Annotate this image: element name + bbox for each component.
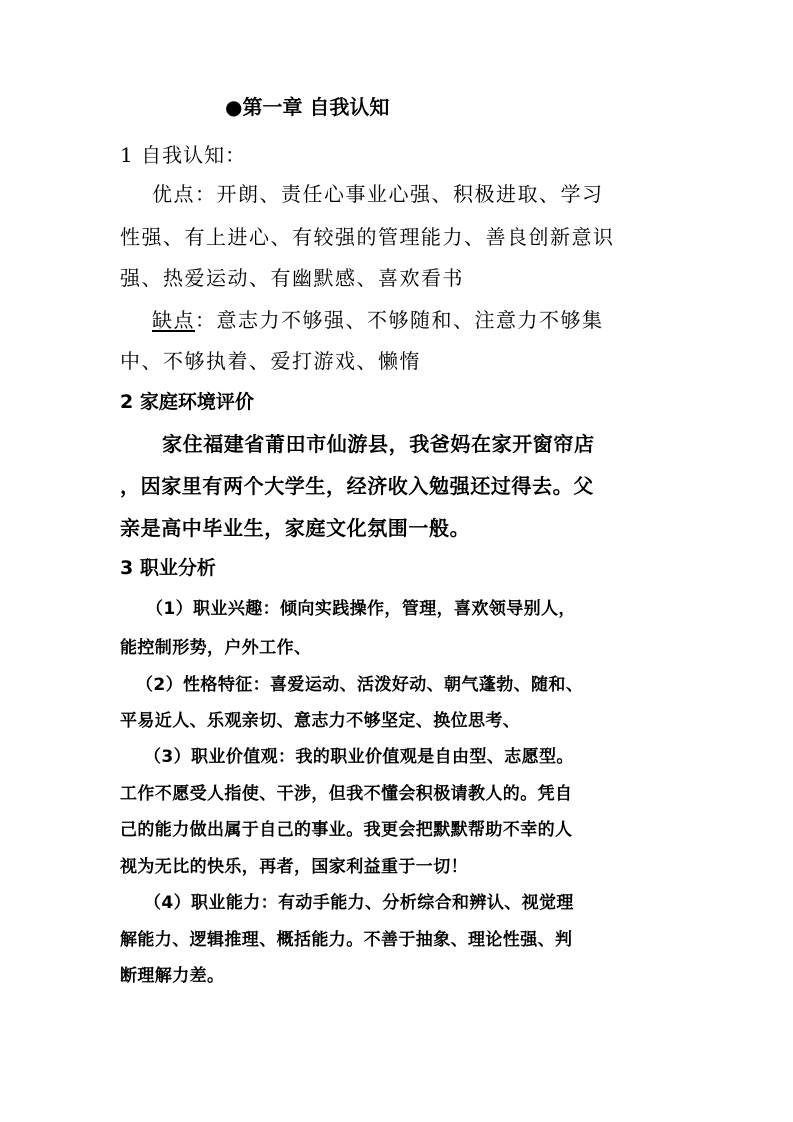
- paragraph-line: 解能力、逻辑推理、概括能力。不善于抽象、理论性强、判: [120, 930, 573, 950]
- paragraph-line: （4）职业能力：有动手能力、分析综合和辨认、视觉理: [144, 893, 574, 913]
- strengths-line: 性强、有上进心、有较强的管理能力、善良创新意识: [120, 225, 615, 249]
- section-1-heading: 1 自我认知：: [120, 143, 247, 167]
- paragraph-line: 家住福建省莆田市仙游县，我爸妈在家开窗帘店: [162, 432, 595, 456]
- paragraph-line: 断理解力差。: [120, 966, 225, 986]
- strengths-label: 优点：: [152, 182, 217, 206]
- paragraph-line: （2）性格特征：喜爱运动、活泼好动、朝气蓬勃、随和、: [136, 675, 584, 695]
- strengths-line: 强、热爱运动、有幽默感、喜欢看书: [120, 266, 464, 290]
- weaknesses-line: 中、不够执着、爱打游戏、懒惰: [120, 349, 421, 373]
- weaknesses-colon: ：: [195, 308, 217, 332]
- paragraph-line: 视为无比的快乐，再者，国家利益重于一切！: [120, 857, 468, 877]
- bullet-icon: ●: [225, 95, 243, 119]
- strengths-line: [152, 184, 604, 204]
- paragraph-line: 能控制形势，户外工作、: [120, 638, 312, 658]
- paragraph-line: ，因家里有两个大学生，经济收入勉强还过得去。父: [120, 474, 594, 498]
- chapter-title-text: 第一章 自我认知: [242, 95, 390, 119]
- paragraph-line: 工作不愿受人指使、干涉，但我不懂会积极请教人的。凭自: [120, 784, 573, 804]
- paragraph-line: （1）职业兴趣：倾向实践操作，管理，喜欢领导别人，: [146, 599, 576, 619]
- paragraph-line: 亲是高中毕业生，家庭文化氛围一般。: [120, 516, 471, 540]
- section-3-heading: 3 职业分析: [120, 557, 216, 579]
- weaknesses-text: 意志力不够强、不够随和、注意力不够集: [216, 308, 604, 332]
- chapter-title: [225, 97, 389, 117]
- weaknesses-line: [152, 310, 604, 330]
- weaknesses-label: 缺点: [152, 308, 195, 332]
- paragraph-line: （3）职业价值观：我的职业价值观是自由型、志愿型。: [144, 747, 574, 767]
- paragraph-line: 己的能力做出属于自己的事业。我更会把默默帮助不幸的人: [120, 820, 573, 840]
- section-2-heading: 2 家庭环境评价: [120, 391, 254, 413]
- strengths-text: 开朗、责任心事业心强、积极进取、学习: [216, 182, 604, 206]
- paragraph-line: 平易近人、乐观亲切、意志力不够坚定、换位思考、: [120, 711, 521, 731]
